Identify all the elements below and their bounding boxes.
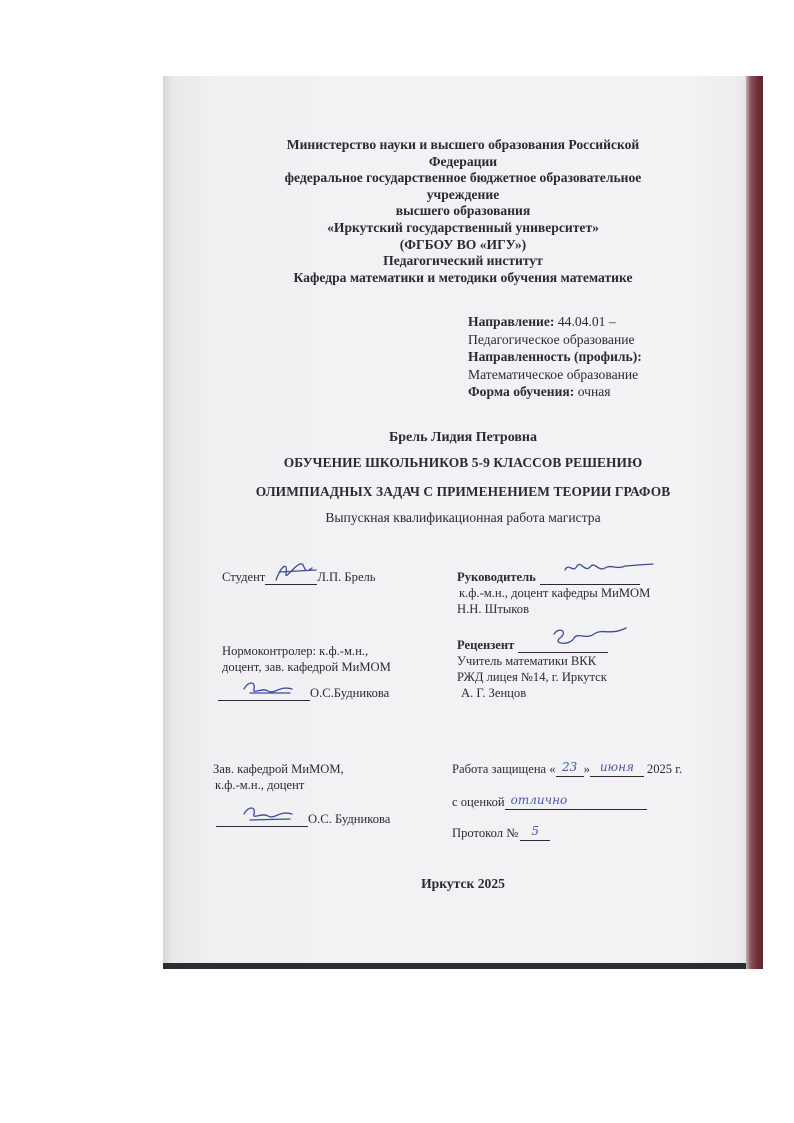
normcontroller-signature-icon [240,677,300,699]
institution-header [228,137,698,286]
grade-field [505,795,647,810]
defense-date-row [452,761,682,777]
department-head-line-2: к.ф.-м.н., доцент [215,778,305,792]
direction-value: 44.04.01 – [557,314,616,329]
reviewer-signature-icon [540,624,630,650]
defense-quote-close: » [583,762,590,776]
student-label: Студент [222,570,266,584]
department-head-line-1: Зав. кафедрой МиМОМ, [213,762,344,776]
defense-grade-row [452,794,647,810]
ministry-line-2: Федерации [428,153,498,169]
book-spine [746,76,763,969]
work-type: Выпускная квалификационная работа магистра [325,510,601,525]
reviewer-info-1: Учитель математики ВКК [457,654,597,668]
defense-day-field [556,762,584,777]
normcontroller-line-2: доцент, зав. кафедрой МиМОМ [222,660,391,674]
institute-name: Педагогический институт [383,253,543,269]
university-name: «Иркутский государственный университет» [327,219,599,235]
student-signature-icon [272,558,322,584]
direction-label: Направление: [468,314,555,329]
department-head-block [213,761,344,793]
form-label: Форма обучения: [468,384,575,400]
ministry-line-1: Министерство науки и высшего образования Российской [286,137,640,152]
defense-year: 2025 г. [646,762,683,776]
supervisor-signature-icon [555,558,655,578]
department-name: Кафедра математики и методики обучения математике [293,269,633,285]
defense-label: Работа защищена « [452,762,556,776]
protocol-field [520,826,550,841]
department-head-signature-icon [240,802,300,826]
institution-line-1: федеральное государственное бюджетное образовательное [284,170,642,186]
supervisor-name: Н.Н. Штыков [457,602,530,616]
grade-value: отлично [510,793,568,807]
defense-day: 23 [561,760,578,774]
reviewer-info-2: РЖД лицея №14, г. Иркутск [457,670,607,684]
protocol-row [452,825,550,841]
normcontroller-line-1: Нормоконтролер: к.ф.-м.н., [222,644,369,658]
profile-value: Математическое образование [468,366,639,382]
supervisor-label: Руководитель [457,570,536,584]
scan-bottom-edge [163,963,746,969]
normcontroller-block [222,643,391,675]
thesis-title-line-1: ОБУЧЕНИЕ ШКОЛЬНИКОВ 5-9 КЛАССОВ РЕШЕНИЮ [283,455,643,470]
form-value: очная [577,384,611,400]
city-year: Иркутск 2025 [421,876,505,891]
university-abbr: (ФГБОУ ВО «ИГУ») [399,236,527,252]
reviewer-label: Рецензент [457,638,515,652]
profile-label: Направленность (профиль): [468,349,642,365]
grade-label: с оценкой [452,795,505,809]
reviewer-name: А. Г. Зенцов [461,686,527,700]
thesis-title-line-2: ОЛИМПИАДНЫХ ЗАДАЧ С ПРИМЕНЕНИЕМ ТЕОРИИ ГРАФОВ [255,484,671,499]
institution-line-2: учреждение [426,186,500,202]
department-head-name: О.С. Будникова [308,812,391,826]
institution-line-3: высшего образования [395,203,531,219]
protocol-number: 5 [531,824,540,838]
defense-month: июня [599,760,634,774]
program-info [468,313,642,401]
normcontroller-name: О.С.Будникова [310,686,390,700]
student-name: Л.П. Брель [317,570,376,584]
protocol-label: Протокол № [452,826,519,840]
supervisor-info: к.ф.-м.н., доцент кафедры МиМОМ [459,586,651,600]
author-name: Брель Лидия Петровна [389,430,537,445]
defense-month-field [590,762,644,777]
direction-value-2: Педагогическое образование [468,331,635,347]
